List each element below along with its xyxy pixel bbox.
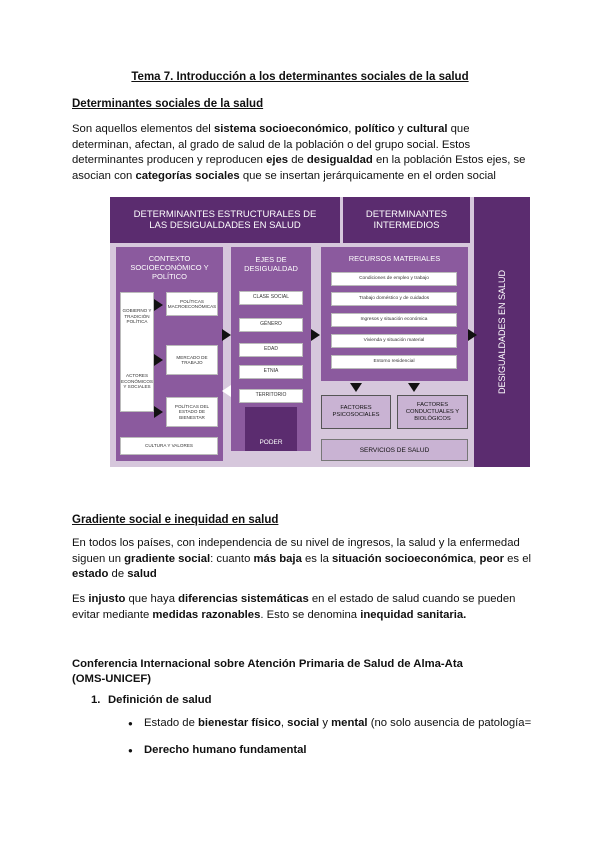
text-run: gradiente social xyxy=(124,552,211,565)
text-run: Son aquellos elementos del xyxy=(72,123,214,135)
text-run: es la xyxy=(301,552,332,565)
determinants-diagram xyxy=(110,197,530,467)
resource-item: Vivienda y situación material xyxy=(331,334,457,348)
health-services: SERVICIOS DE SALUD xyxy=(321,439,468,461)
text-run: es el xyxy=(504,552,532,565)
text-run: y xyxy=(319,717,332,729)
page-title: Tema 7. Introducción a los determinantes sociales de la salud xyxy=(131,71,469,83)
header-intermediate: DETERMINANTES INTERMEDIOS xyxy=(343,197,470,243)
text-run: Es xyxy=(72,593,89,605)
resource-item: Trabajo doméstico y de cuidados xyxy=(331,292,457,306)
resource-item: Ingresos y situación económica xyxy=(331,313,457,327)
power-box: PODER xyxy=(245,407,297,451)
text-run: más baja xyxy=(253,552,302,565)
text-run: , xyxy=(473,552,480,565)
text-run: diferencias sistemáticas xyxy=(178,593,309,605)
text-run: de xyxy=(288,154,307,166)
culture-values: CULTURA Y VALORES xyxy=(120,437,218,455)
text-run: Estado de xyxy=(144,717,199,729)
text-run: cultural xyxy=(406,123,448,135)
actors-label: ACTORES ECONÓMICOS Y SOCIALES xyxy=(121,373,153,389)
macro-policies: POLÍTICAS MACROECONÓMICAS xyxy=(166,292,218,316)
section-heading-gradiente: Gradiente social e inequidad en salud xyxy=(72,514,279,526)
gov-label: GOBIERNO Y TRADICIÓN POLÍTICA xyxy=(122,308,152,324)
text-run: situación socioeconómica xyxy=(332,552,474,565)
bullet-icon: ● xyxy=(128,746,133,755)
text-run: que se insertan jerárquicamente en el orden social xyxy=(239,169,496,182)
list-item-definicion: Definición de salud xyxy=(108,694,212,706)
text-run: medidas razonables xyxy=(152,608,261,621)
welfare-policies: POLÍTICAS DEL ESTADO DE BIENESTAR xyxy=(166,397,218,427)
axis-item: EDAD xyxy=(239,343,303,357)
text-run: peor xyxy=(479,552,505,565)
behavioural-factors: FACTORES CONDUCTUALES Y BIOLÓGICOS xyxy=(397,395,468,429)
side-inequalities xyxy=(474,197,530,467)
resource-item: Condiciones de empleo y trabajo xyxy=(331,272,457,286)
text-run: injusto xyxy=(88,593,126,605)
text-run: que determinan, afectan, al grado de salud de la población o del grupo social. Estos determinantes producen y reproducen xyxy=(72,123,471,166)
context-title: CONTEXTO SOCIOECONÓMICO Y POLÍTICO xyxy=(130,253,209,281)
text-run: en el estado de salud cuando se pueden evitar mediante xyxy=(72,593,516,621)
axis-item: TERRITORIO xyxy=(239,389,303,403)
axis-item: ETNIA xyxy=(239,365,303,379)
text-run: , xyxy=(348,123,355,135)
section-heading-alma-ata: Conferencia Internacional sobre Atención Primaria de Salud de Alma-Ata (OMS-UNICEF) xyxy=(72,658,463,685)
resource-item: Entorno residencial xyxy=(331,355,457,369)
bullet-derecho: Derecho humano fundamental xyxy=(144,744,307,756)
arrow-icon xyxy=(154,406,163,418)
paragraph-gradiente xyxy=(72,536,532,583)
text-run: bienestar físico xyxy=(198,717,281,729)
arrow-icon xyxy=(468,329,477,341)
text-run: . Esto se denomina xyxy=(260,608,361,621)
text-run: inequidad sanitaria. xyxy=(360,608,467,621)
paragraph-determinantes xyxy=(72,122,532,184)
arrow-icon xyxy=(154,354,163,366)
resources-title: RECURSOS MATERIALES xyxy=(348,253,441,263)
text-run: que haya xyxy=(125,593,179,605)
text-run: salud xyxy=(127,568,157,580)
text-run: estado xyxy=(72,568,109,580)
text-run: , xyxy=(280,717,288,729)
axis-item: CLASE SOCIAL xyxy=(239,291,303,305)
psychosocial-factors: FACTORES PSICOSOCIALES xyxy=(321,395,391,429)
arrow-icon xyxy=(311,329,320,341)
paragraph-inequidad xyxy=(72,592,532,623)
labour-market: MERCADO DE TRABAJO xyxy=(166,345,218,375)
arrow-down-icon xyxy=(408,383,420,392)
arrow-icon xyxy=(222,329,231,341)
text-run: ejes xyxy=(266,154,289,166)
axes-title: EJES DE DESIGUALDAD xyxy=(244,255,298,273)
text-run: categorías sociales xyxy=(135,169,240,182)
section-heading-determinantes: Determinantes sociales de la salud xyxy=(72,98,264,110)
gov-actors-box xyxy=(120,292,154,412)
text-run: y xyxy=(394,123,407,135)
side-inequalities-label: DESIGUALDADES EN SALUD xyxy=(497,269,507,395)
text-run: sistema socioeconómico xyxy=(213,123,349,135)
arrow-icon xyxy=(154,299,163,311)
text-run: mental xyxy=(331,717,368,729)
bullet-icon: ● xyxy=(128,719,133,728)
text-run: en la población Estos ejes, se asocian con xyxy=(72,154,526,182)
text-run: político xyxy=(354,123,395,135)
text-run: En todos los países, con independencia de su nivel de ingresos, la salud y la enfermedad siguen un xyxy=(72,537,520,565)
text-run: : cuanto xyxy=(210,552,254,565)
text-run: (no solo ausencia de patología= xyxy=(367,717,532,729)
bullet-bienestar xyxy=(144,717,531,729)
arrow-down-icon xyxy=(350,383,362,392)
axis-item: GÉNERO xyxy=(239,318,303,332)
list-item-number: 1. xyxy=(91,694,101,706)
arrow-left-icon xyxy=(222,385,231,397)
text-run: de xyxy=(108,568,128,580)
header-structural: DETERMINANTES ESTRUCTURALES DE LAS DESIGUALDADES EN SALUD xyxy=(110,197,340,243)
text-run: social xyxy=(287,717,320,729)
text-run: desigualdad xyxy=(306,154,373,166)
